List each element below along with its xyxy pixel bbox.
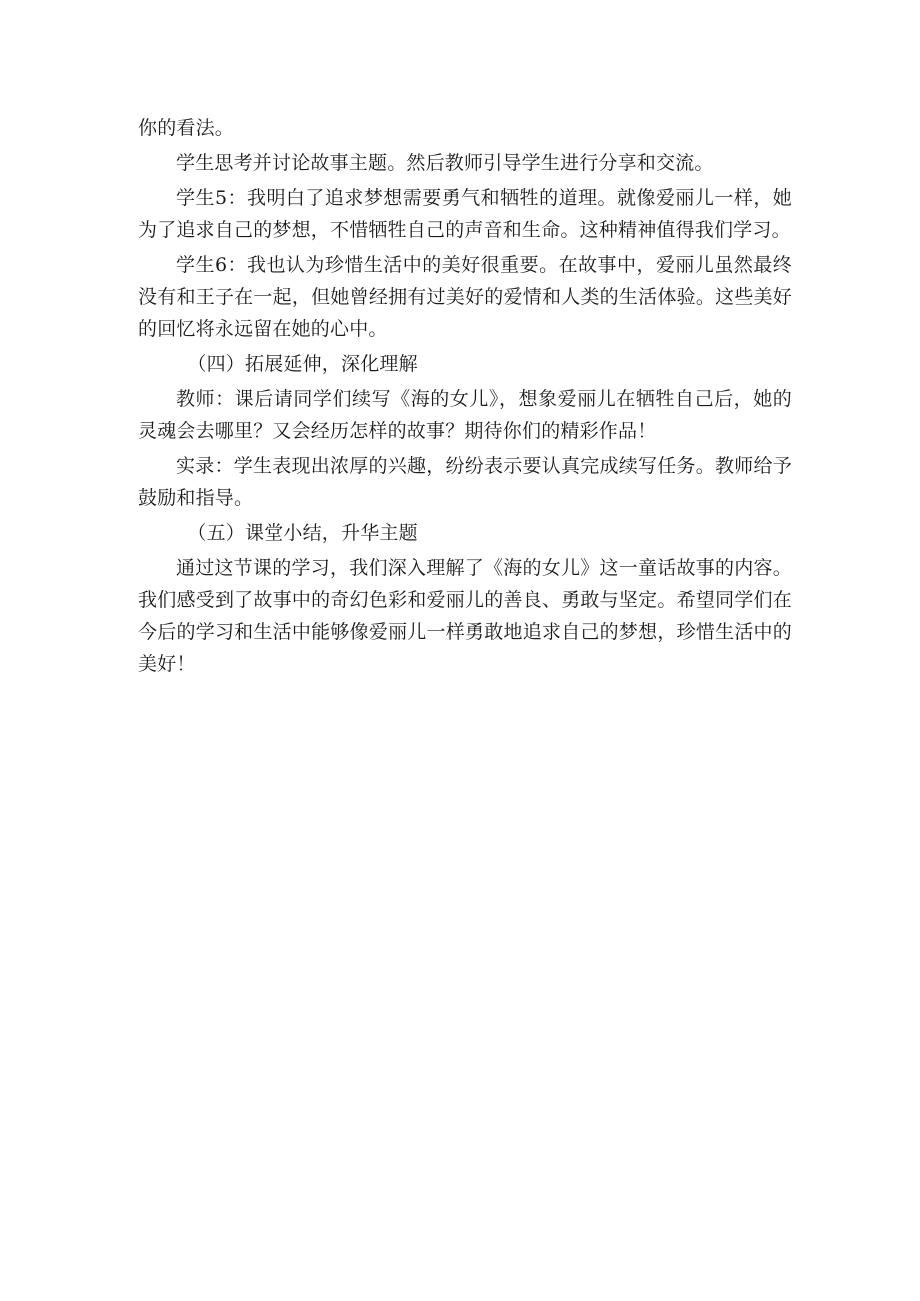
paragraph-teacher-assignment: 教师：课后请同学们续写《海的女儿》，想象爱丽儿在牺牲自己后，她的灵魂会去哪里？又会经历怎样的故事？期待你们的精彩作品！ — [138, 388, 792, 442]
paragraph-summary: 通过这节课的学习，我们深入理解了《海的女儿》这一童话故事的内容。我们感受到了故事中的奇幻色彩和爱丽儿的善良、勇敢与坚定。希望同学们在今后的学习和生活中能够像爱丽儿一样勇敢地追求自己的梦想，珍惜生活中的美好！ — [138, 557, 792, 675]
paragraph-student-6: 学生6：我也认为珍惜生活中的美好很重要。在故事中，爱丽儿虽然最终没有和王子在一起，但她曾经拥有过美好的爱情和人类的生活体验。这些美好的回忆将永远留在她的心中。 — [138, 254, 792, 340]
paragraph-student-5: 学生5：我明白了追求梦想需要勇气和牺牲的道理。就像爱丽儿一样，她为了追求自己的梦想，不惜牺牲自己的声音和生命。这种精神值得我们学习。 — [138, 187, 792, 241]
section-heading-summary: （五）课堂小结，升华主题 — [187, 522, 418, 544]
paragraph-continuation: 你的看法。 — [138, 117, 235, 139]
section-heading-extension: （四）拓展延伸，深化理解 — [187, 353, 418, 375]
paragraph-discussion: 学生思考并讨论故事主题。然后教师引导学生进行分享和交流。 — [176, 152, 714, 174]
paragraph-record: 实录：学生表现出浓厚的兴趣，纷纷表示要认真完成续写任务。教师给予鼓励和指导。 — [138, 455, 792, 509]
document-body — [138, 112, 792, 683]
